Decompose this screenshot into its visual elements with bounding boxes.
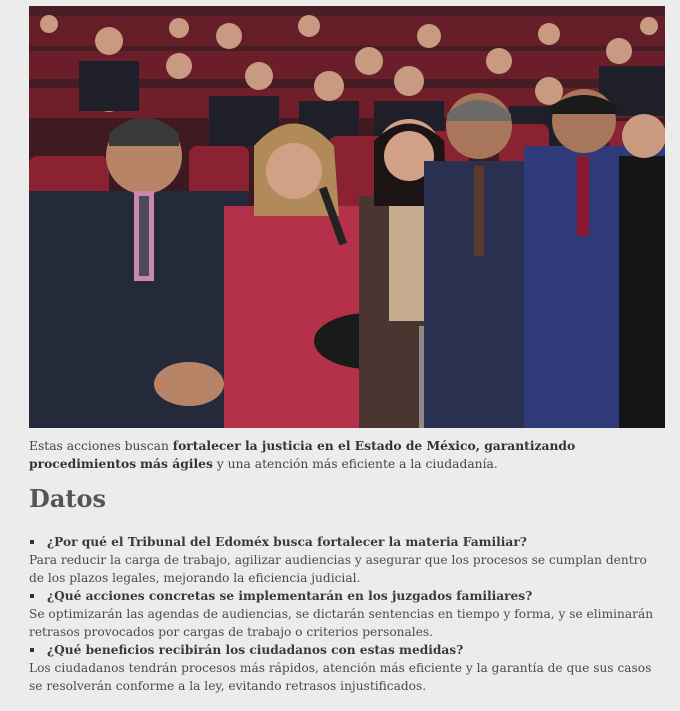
list-item xyxy=(29,641,665,659)
faq-answer: Para reducir la carga de trabajo, agilizar audiencias y asegurar que los procesos se cumplan dentro de los plazos legales, mejorando la eficiencia judicial. xyxy=(29,553,647,585)
caption-emphasis-2: más ágiles xyxy=(140,456,213,471)
faq-question: ¿Por qué el Tribunal del Edoméx busca fortalecer la materia Familiar? xyxy=(47,535,527,549)
faq-question: ¿Qué beneficios recibirán los ciudadanos con estas medidas? xyxy=(47,643,464,657)
audience-photo xyxy=(29,6,665,428)
faq-list xyxy=(29,533,665,695)
bullet-icon xyxy=(30,594,34,598)
list-item xyxy=(29,533,665,551)
caption-emphasis: fortalecer la justicia en el Estado de México, garantizando procedimientos xyxy=(29,438,576,471)
caption-text-end: y una atención más eficiente a la ciudadanía. xyxy=(212,457,498,471)
faq-answer: Los ciudadanos tendrán procesos más rápidos, atención más eficiente y la garantía de que sus casos se resolverán conforme a la ley, evitando retrasos injustificados. xyxy=(29,661,652,693)
faq-question: ¿Qué acciones concretas se implementarán en los juzgados familiares? xyxy=(47,589,533,603)
bullet-icon xyxy=(30,540,34,544)
photo-caption xyxy=(29,437,659,473)
faq-answer: Se optimizarán las agendas de audiencias, se dictarán sentencias en tiempo y forma, y se eliminarán retrasos provocados por cargas de trabajo o criterios personales. xyxy=(29,607,654,639)
caption-text: Estas acciones buscan xyxy=(29,439,173,453)
bullet-icon xyxy=(30,648,34,652)
section-heading: Datos xyxy=(29,484,106,513)
list-item xyxy=(29,587,665,605)
photo-illustration xyxy=(29,6,665,428)
